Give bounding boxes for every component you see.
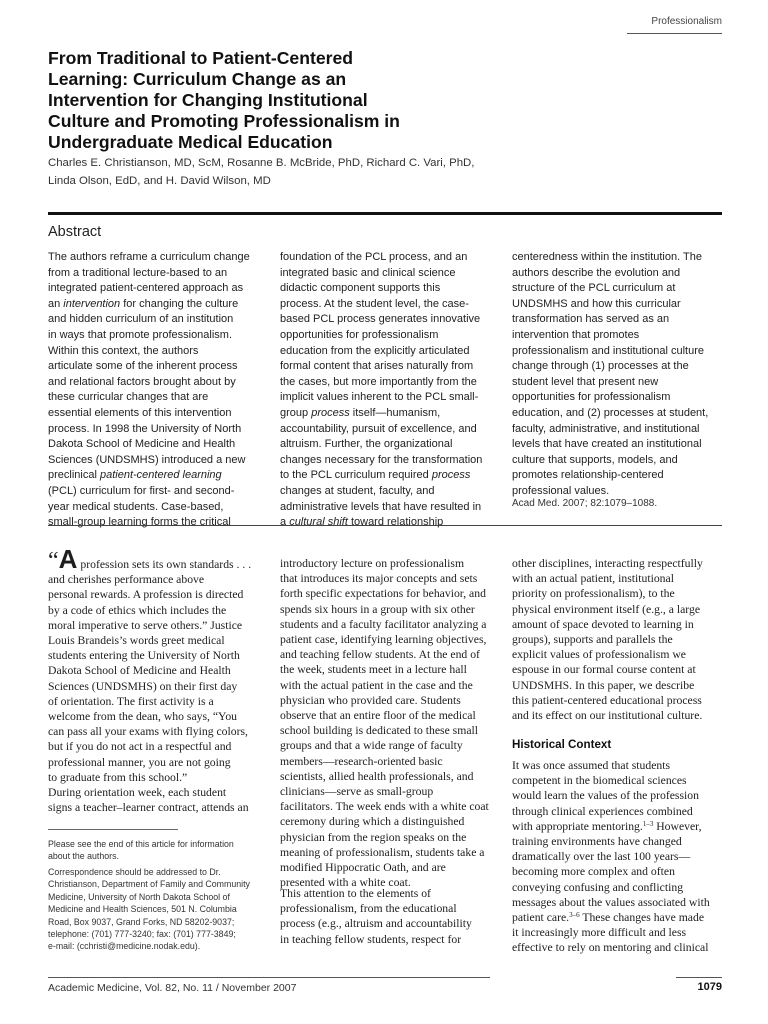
page-number: 1079 (697, 981, 722, 993)
text-line: groups), supports and parallels the (512, 633, 673, 647)
text-line: with the actual patient in the case and the (280, 678, 473, 692)
text-line (512, 910, 725, 925)
text-line: intervention that promotes (512, 328, 640, 341)
title-line: From Traditional to Patient-Centered (48, 48, 353, 68)
text-line: modified Hippocratic Oath, and are (280, 861, 446, 875)
text-line: explicit values of professionalism we (512, 648, 686, 662)
text-line: Road, Box 9037, Grand Forks, ND 58202-9037; (48, 916, 235, 927)
text-line: other disciplines, interacting respectfully (512, 557, 703, 570)
line-text: However, (653, 819, 702, 833)
line-text: an (48, 297, 64, 310)
text-line: levels that have created an institutional (512, 438, 702, 451)
text-line (280, 406, 495, 422)
text-line (280, 515, 495, 531)
text-line: change through (1) processes at the (512, 360, 689, 373)
author-info-note (48, 838, 266, 863)
text-line (512, 758, 725, 773)
abstract-top-rule (48, 212, 722, 215)
text-line: based PCL process generates innovative (280, 313, 481, 326)
text-line: transformation has served as an (512, 313, 670, 326)
text-line: education from the explicitly articulated (280, 344, 470, 357)
body-column-2 (280, 556, 493, 890)
text-line: (PCL) curriculum for first- and second- (48, 484, 235, 497)
text-line: groups and that a wide range of faculty (280, 739, 463, 753)
line-text: These changes have made (579, 911, 705, 925)
emphasis-text: process (431, 469, 471, 482)
text-line: Dakota School of Medicine and Health (48, 664, 231, 678)
text-line: signs a teacher–learner contract, attends an (48, 801, 249, 815)
text-line: structure of the PCL curriculum at (512, 282, 676, 295)
text-line: student level that present new (512, 375, 659, 388)
text-line: from a traditional lecture-based to an (48, 266, 228, 279)
text-line: in teaching fellow students, respect for (280, 932, 462, 946)
section-heading-historical-context: Historical Context (512, 738, 612, 751)
text-line: and its effect on our institutional culture. (512, 709, 703, 723)
reference-superscript: 3–6 (569, 911, 580, 920)
text-line: altruism. Further, the organizational (280, 438, 453, 451)
emphasis-text: process (311, 406, 350, 419)
text-line: that introduces its major concepts and sets (280, 572, 478, 586)
emphasis-text: cultural shift (289, 516, 348, 529)
text-line: but if you do not act in a respectful and (48, 740, 232, 754)
text-line: students entering the University of North (48, 649, 240, 663)
text-line: scientists, allied health professionals, and (280, 769, 474, 783)
dropcap-line-text: profession sets its own standards . . . (77, 558, 252, 571)
text-line: Medicine, University of North Dakota School of (48, 891, 230, 902)
line-text: becoming more complex and often (512, 865, 675, 879)
text-line: professionalism and institutional culture (512, 344, 704, 357)
text-line: professionalism, from the educational (280, 902, 457, 916)
text-line: promotes relationship-centered (512, 469, 664, 482)
text-line: and cherishes performance above (48, 573, 205, 587)
author-line: Charles E. Christianson, MD, ScM, Rosanne B. McBride, PhD, Richard C. Vari, PhD, (48, 157, 475, 169)
text-line: UNDSMHS. In this paper, we describe (512, 678, 695, 692)
title-line: Undergraduate Medical Education (48, 132, 333, 152)
text-line: this patient-centered educational process (512, 693, 702, 707)
text-line (512, 895, 725, 910)
text-line: implicit values inherent to the PCL small- (280, 391, 479, 404)
line-text: a (280, 516, 290, 529)
body-column-3-paragraph-2 (512, 758, 725, 956)
text-line: Medicine and Health Sciences, 501 N. Columbia (48, 904, 237, 915)
text-line: education, and (2) processes at student, (512, 406, 709, 419)
text-line: the cases, but more importantly from the (280, 375, 477, 388)
text-line: Sciences (UNDSMHS) introduced a new (48, 453, 246, 466)
text-line: opportunities for professionalism (280, 328, 439, 341)
line-text: group (280, 406, 312, 419)
line-text: through clinical experiences combined (512, 804, 693, 818)
text-line (512, 925, 725, 940)
drop-cap: A (58, 544, 78, 574)
text-line: of orientation. The first activity is a (48, 694, 214, 708)
text-line: forth specific expectations for behavior, and (280, 587, 486, 601)
text-line: authors describe the evolution and (512, 266, 681, 279)
text-line (48, 297, 263, 313)
line-text: It was once assumed that students (512, 759, 671, 772)
text-line: to graduate from this school.” (48, 770, 188, 784)
text-line (512, 788, 725, 803)
body-column-2-paragraph-2 (280, 886, 493, 947)
text-line: articulate some of the inherent process (48, 360, 238, 373)
text-line: and relational factors brought about by (48, 375, 236, 388)
line-text: toward relationship (347, 516, 444, 529)
abstract-column-3 (512, 250, 727, 500)
text-line: amount of space devoted to learning in (512, 617, 694, 631)
text-line: moral imperative to serve others.” Justice (48, 618, 243, 632)
text-line: essential elements of this intervention (48, 406, 232, 419)
dropcap-line (48, 544, 261, 574)
footer-journal-info: Academic Medicine, Vol. 82, No. 11 / November 2007 (48, 982, 297, 994)
text-line (512, 804, 725, 819)
text-line: Within this context, the authors (48, 344, 199, 357)
reference-superscript: 1–3 (642, 819, 654, 828)
abstract-column-1 (48, 250, 263, 531)
line-text: training environments have changed (512, 835, 682, 849)
text-line: opportunities for professionalism (512, 391, 671, 404)
line-text: itself—humanism, (349, 406, 441, 419)
text-line (48, 468, 263, 484)
line-text: conveying confusing and conflicting (512, 880, 684, 894)
text-line: administrative levels that have resulted in (280, 500, 482, 513)
body-column-3 (512, 556, 725, 723)
text-line: process (e.g., altruism and accountability (280, 917, 472, 931)
text-line: integrated patient-centered approach as (48, 282, 244, 295)
text-line: introductory lecture on professionalism (280, 557, 465, 570)
body-column-1-lines (48, 572, 261, 785)
text-line: physical environment itself (e.g., a large (512, 602, 701, 616)
text-line: Sciences (UNDSMHS) on their first day (48, 679, 238, 693)
text-line: and hidden curriculum of an institution (48, 313, 234, 326)
text-line: This attention to the elements of (280, 887, 431, 900)
line-text: dramatically over the last 100 years— (512, 850, 691, 864)
text-line: students and a faculty facilitator analyzing a (280, 617, 487, 631)
text-line: professional manner, you are not going (48, 755, 231, 769)
text-line: welcome from the dean, who says, “You (48, 710, 238, 724)
text-line: in ways that promote professionalism. (48, 328, 233, 341)
title-line: Culture and Promoting Professionalism in (48, 111, 400, 131)
body-column-1-paragraph-2 (48, 785, 261, 815)
text-line: e-mail: (cchristi@medicine.nodak.edu). (48, 941, 201, 952)
text-line (512, 849, 725, 864)
text-line: Dakota School of Medicine and Health (48, 438, 236, 451)
text-line: priority on professionalism), to the (512, 587, 675, 601)
text-line: process. In 1998 the University of North (48, 422, 242, 435)
text-line: telephone: (701) 777-3240; fax: (701) 777-3849; (48, 929, 236, 940)
text-line (512, 880, 725, 895)
text-line: changes necessary for the transformation (280, 453, 483, 466)
line-text: patient care. (512, 911, 570, 925)
text-line: ceremony during which a distinguished (280, 815, 465, 829)
text-line: presented with a white coat. (280, 876, 411, 890)
text-line: personal rewards. A profession is directed (48, 588, 244, 602)
line-text: competent in the biomedical sciences (512, 774, 687, 788)
title-line: Learning: Curriculum Change as an (48, 69, 347, 89)
text-line: faculty, administrative, and institutional (512, 422, 700, 435)
title-line: Intervention for Changing Institutional (48, 90, 368, 110)
text-line: members—research-oriented basic (280, 754, 443, 768)
text-line: UNDSMHS and how this curricular (512, 297, 681, 310)
line-text: effective to rely on mentoring and clinical (512, 941, 709, 955)
text-line: changes at student, faculty, and (280, 484, 435, 497)
abstract-heading: Abstract (48, 224, 102, 240)
line-text: would learn the values of the profession (512, 789, 699, 803)
author-line: Linda Olson, EdD, and H. David Wilson, MD (48, 175, 271, 187)
text-line: by a code of ethics which includes the (48, 603, 227, 617)
text-line: observe that an entire floor of the medical (280, 709, 476, 723)
text-line: foundation of the PCL process, and an (280, 251, 468, 263)
text-line: patient case, identifying learning objectives, (280, 633, 487, 647)
text-line: facilitators. The week ends with a white coat (280, 800, 489, 814)
text-line: and teaching fellow students. At the end of (280, 648, 480, 662)
text-line: Louis Brandeis’s words greet medical (48, 634, 225, 648)
text-line: professional values. (512, 484, 610, 497)
text-line: these curricular changes that are (48, 391, 209, 404)
line-text: messages about the values associated with (512, 895, 710, 909)
text-line: process. At the student level, the case- (280, 297, 469, 310)
opening-quote-mark: “ (48, 548, 59, 574)
text-line: the week, students meet in a lecture hall (280, 663, 467, 677)
abstract-column-2 (280, 250, 495, 531)
footer-rule-right (676, 977, 722, 978)
text-line: physician from the region speaks on the (280, 830, 467, 844)
author-list (48, 154, 528, 190)
line-text: it increasingly more difficult and less (512, 926, 687, 940)
text-line: physician who provided care. Students (280, 693, 461, 707)
text-line: integrated basic and clinical science (280, 266, 456, 279)
text-line: year medical students. Case-based, (48, 500, 224, 513)
text-line: During orientation week, each student (48, 786, 227, 799)
line-text: with appropriate mentoring. (512, 819, 643, 833)
text-line: espouse in our formal course content at (512, 663, 696, 677)
article-title (48, 48, 488, 153)
text-line: clinicians—serve as small-group (280, 785, 434, 799)
footnote-rule (48, 829, 178, 830)
text-line: formal content that arises naturally from (280, 360, 474, 373)
text-line: didactic component supports this (280, 282, 441, 295)
text-line: Correspondence should be addressed to Dr. (48, 867, 221, 877)
line-text: for changing the culture (120, 297, 239, 310)
footer-rule-left (48, 977, 490, 978)
correspondence-note (48, 866, 266, 953)
body-column-1 (48, 544, 261, 785)
text-line: spends six hours in a group with six other (280, 602, 475, 616)
abstract-citation: Acad Med. 2007; 82:1079–1088. (512, 498, 658, 509)
text-line: centeredness within the institution. The (512, 251, 702, 263)
text-line (512, 819, 725, 834)
text-line: meaning of professionalism, students take a (280, 845, 485, 859)
text-line: Please see the end of this article for information (48, 839, 234, 849)
text-line: with an actual patient, institutional (512, 572, 674, 586)
text-line (512, 940, 725, 955)
text-line (512, 864, 725, 879)
emphasis-text: intervention (63, 297, 121, 310)
text-line: Christianson, Department of Family and Community (48, 879, 250, 890)
text-line: accountability, pursuit of excellence, and (280, 422, 477, 435)
text-line: about the authors. (48, 851, 119, 862)
text-line: culture that supports, models, and (512, 453, 678, 466)
abstract-bottom-rule (48, 525, 722, 526)
running-head: Professionalism (651, 16, 722, 27)
line-text: preclinical (48, 469, 100, 482)
text-line (512, 773, 725, 788)
emphasis-text: patient-centered learning (99, 469, 222, 482)
text-line: can pass all your exams with flying colors, (48, 725, 248, 739)
text-line (512, 834, 725, 849)
running-head-rule (627, 33, 722, 34)
text-line: school building is dedicated to these small (280, 724, 479, 738)
line-text: to the PCL curriculum required (280, 469, 432, 482)
text-line: The authors reframe a curriculum change (48, 251, 250, 263)
text-line: small-group learning forms the critical (48, 516, 231, 529)
text-line (280, 468, 495, 484)
